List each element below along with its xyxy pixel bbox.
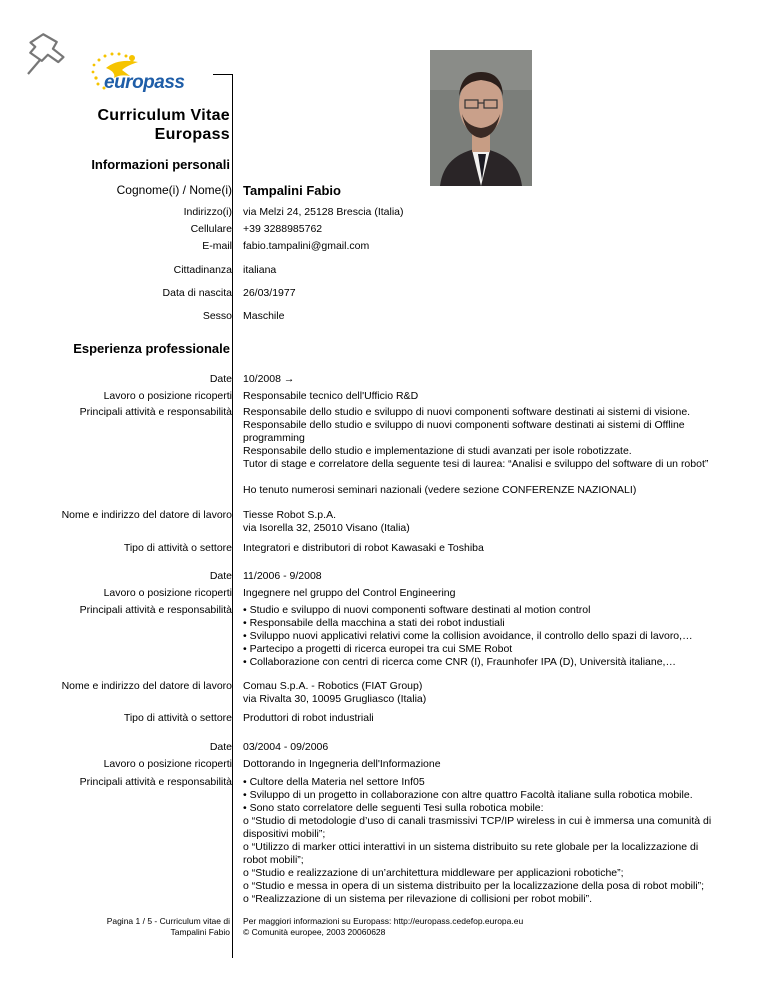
address-label: Indirizzo(i)	[183, 206, 232, 218]
activity-line: dispositivi mobili”;	[243, 828, 326, 840]
activity-line: robot mobili”;	[243, 854, 304, 866]
sex-value: Maschile	[243, 310, 285, 322]
column-divider	[232, 74, 233, 958]
entry2-date: 11/2006 - 9/2008	[243, 570, 322, 582]
mobile-value: +39 3288985762	[243, 223, 323, 235]
email-value[interactable]: fabio.tampalini@gmail.com	[243, 240, 370, 252]
copyright: © Comunità europee, 2003 20060628	[243, 927, 386, 937]
entry2-position-label: Lavoro o posizione ricoperti	[103, 587, 232, 599]
employer-address: via Isorella 32, 25010 Visano (Italia)	[243, 522, 410, 534]
entry2-position: Ingegnere nel gruppo del Control Engineering	[243, 587, 456, 599]
entry3-date: 03/2004 - 09/2006	[243, 741, 329, 753]
activity-line: Ho tenuto numerosi seminari nazionali (vedere sezione CONFERENZE NAZIONALI)	[243, 484, 637, 496]
activity-line: • Cultore della Materia nel settore Inf05	[243, 776, 425, 788]
page-footer-right	[243, 916, 523, 938]
entry3-date-label: Date	[209, 741, 232, 753]
entry2-date-label: Date	[209, 570, 232, 582]
citizenship-label: Cittadinanza	[173, 264, 232, 276]
activity-line: • Sviluppo nuovi applicativi relativi come la collision avoidance, il controllo dello spazi di lavoro,…	[243, 630, 693, 642]
activity-line: • Sono stato correlatore delle seguenti Tesi sulla robotica mobile:	[243, 802, 544, 814]
entry2-sector: Produttori di robot industriali	[243, 712, 374, 724]
employer-address: via Rivalta 30, 10095 Grugliasco (Italia)	[243, 693, 427, 705]
header-divider	[213, 74, 233, 75]
entry1-activities	[243, 406, 708, 497]
citizenship-value: italiana	[243, 264, 277, 276]
name-label: Cognome(i) / Nome(i)	[116, 183, 232, 197]
entry3-activities	[243, 776, 711, 906]
activity-line: • Collaborazione con centri di ricerca come CNR (I), Fraunhofer IPA (D), Università italiane,…	[243, 656, 676, 668]
activity-line: • Studio e sviluppo di nuovi componenti software destinati al motion control	[243, 604, 591, 616]
section-work-experience: Esperienza professionale	[73, 341, 230, 356]
activity-line: Responsabile dello studio e sviluppo di nuovi componenti software destinati ai sistemi di visione.	[243, 406, 691, 418]
entry2-employer	[243, 680, 426, 706]
entry1-sector: Integratori e distributori di robot Kawasaki e Toshiba	[243, 542, 484, 554]
entry2-employer-label: Nome e indirizzo del datore di lavoro	[61, 680, 232, 692]
activity-line: o “Studio di metodologie d’uso di canali trasmissivi TCP/IP wireless in cui è immersa una comunità di	[243, 815, 712, 827]
activity-line: Tutor di stage e correlatore della seguente tesi di laurea: “Analisi e sviluppo del software di un robot”	[243, 458, 709, 470]
activity-line: • Sviluppo di un progetto in collaborazione con altre quattro Facoltà italiane sulla robotica mobile.	[243, 789, 693, 801]
profile-photo	[430, 50, 532, 186]
entry2-activities	[243, 604, 693, 669]
employer-name: Tiesse Robot S.p.A.	[243, 509, 336, 521]
section-personal-info: Informazioni personali	[91, 157, 230, 172]
cv-title	[97, 106, 230, 144]
activity-line: programming	[243, 432, 305, 444]
europass-info-link[interactable]: Per maggiori informazioni su Europass: http://europass.cedefop.europa.eu	[243, 916, 524, 926]
activity-line: o “Studio e messa in opera di un sistema distribuito per la localizzazione della posa di robot mobili”;	[243, 880, 705, 892]
entry2-activities-label: Principali attività e responsabilità	[79, 604, 232, 616]
activity-line: o “Realizzazione di un sistema per rilevazione di collisioni per robot mobili”.	[243, 893, 592, 905]
birthdate-label: Data di nascita	[162, 287, 232, 299]
page-number: Pagina 1 / 5 - Curriculum vitae di	[106, 916, 230, 926]
pushpin-icon	[18, 30, 76, 84]
logo-text: europass	[104, 72, 185, 93]
activity-line: Responsabile dello studio e sviluppo di nuovi componenti software destinati ai sistemi di Offline	[243, 419, 685, 431]
entry1-activities-label: Principali attività e responsabilità	[79, 406, 232, 418]
name-value: Tampalini Fabio	[243, 183, 341, 198]
activity-line: • Responsabile della macchina a stati dei robot industiali	[243, 617, 505, 629]
birthdate-value: 26/03/1977	[243, 287, 296, 299]
page-footer-left	[107, 916, 230, 938]
entry1-date: 10/2008 →	[243, 373, 295, 385]
entry3-position-label: Lavoro o posizione ricoperti	[103, 758, 232, 770]
entry1-position-label: Lavoro o posizione ricoperti	[103, 390, 232, 402]
footer-owner: Tampalini Fabio	[170, 927, 230, 937]
entry1-position: Responsabile tecnico dell'Ufficio R&D	[243, 390, 419, 402]
europass-logo	[86, 48, 185, 98]
entry1-employer	[243, 509, 410, 535]
activity-line: o “Studio e realizzazione di un’architettura middleware per applicazioni robotiche”;	[243, 867, 624, 879]
entry3-activities-label: Principali attività e responsabilità	[79, 776, 232, 788]
cv-title-line2: Europass	[154, 126, 230, 143]
entry1-sector-label: Tipo di attività o settore	[123, 542, 232, 554]
entry1-employer-label: Nome e indirizzo del datore di lavoro	[61, 509, 232, 521]
sex-label: Sesso	[202, 310, 232, 322]
employer-name: Comau S.p.A. - Robotics (FIAT Group)	[243, 680, 423, 692]
mobile-label: Cellulare	[190, 223, 232, 235]
activity-line: Responsabile dello studio e implementazione di studi avanzati per isole robotizzate.	[243, 445, 632, 457]
entry2-sector-label: Tipo di attività o settore	[123, 712, 232, 724]
entry1-date-label: Date	[209, 373, 232, 385]
entry3-position: Dottorando in Ingegneria dell'Informazione	[243, 758, 441, 770]
email-label: E-mail	[202, 240, 232, 252]
activity-line: o “Utilizzo di marker ottici interattivi in un sistema distribuito su rete globale per la localizzazione di	[243, 841, 699, 853]
activity-line	[243, 471, 708, 484]
activity-line: • Partecipo a progetti di ricerca europei tra cui SME Robot	[243, 643, 513, 655]
address-value: via Melzi 24, 25128 Brescia (Italia)	[243, 206, 404, 218]
cv-title-line1: Curriculum Vitae	[97, 107, 230, 124]
